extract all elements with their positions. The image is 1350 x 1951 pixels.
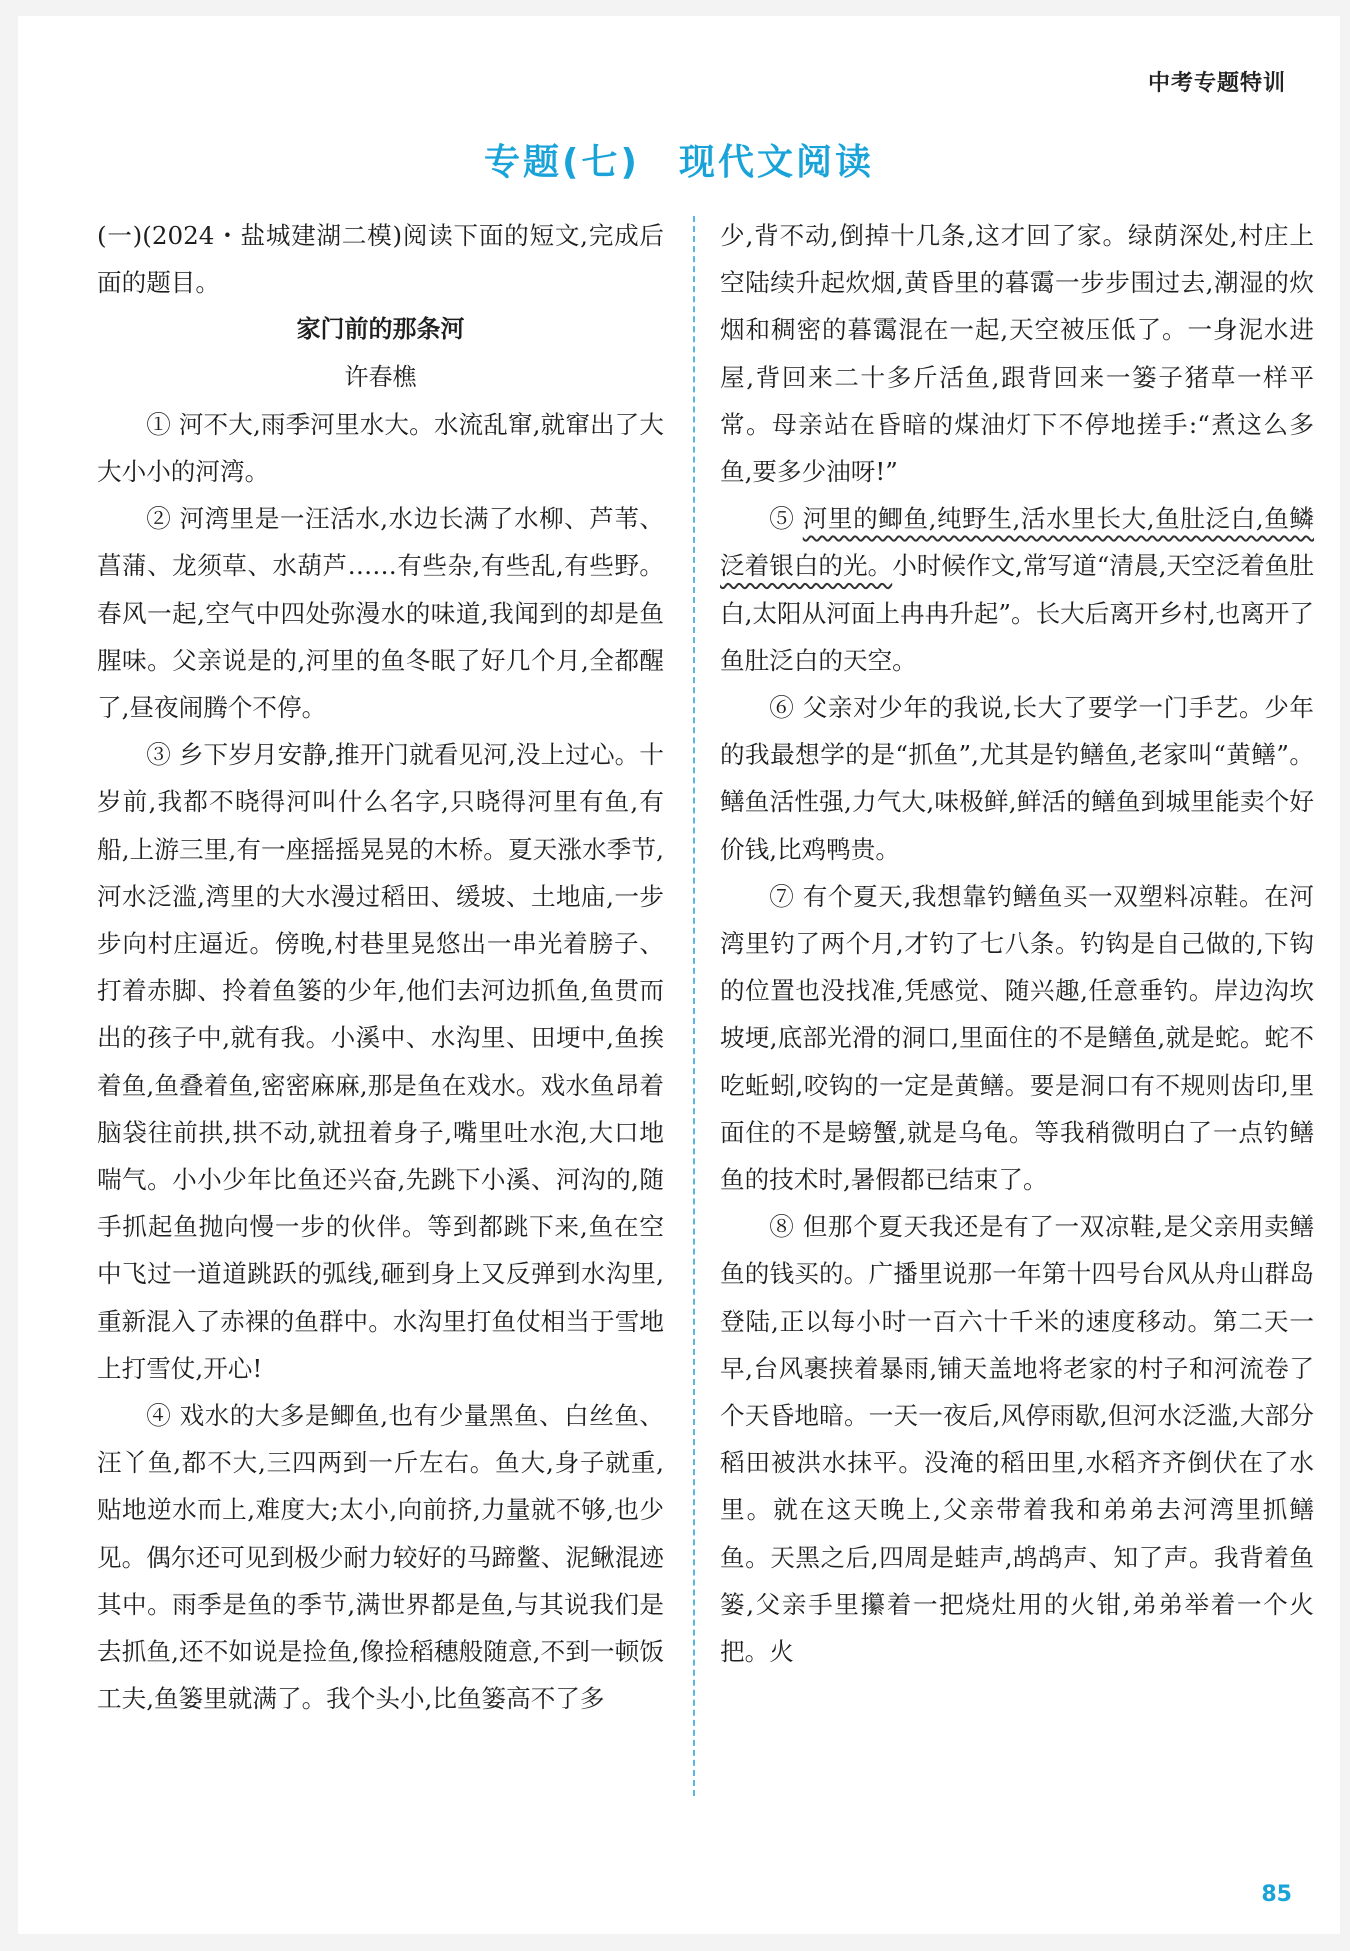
paragraph-5-rest: 小时候作文,常写道“清晨,天空泛着鱼肚白,太阳从河面上冉冉升起”。长大后离开乡村,也离开了鱼肚泛白的天空。 [720, 551, 1314, 675]
paragraph-4: ④ 戏水的大多是鲫鱼,也有少量黑鱼、白丝鱼、汪丫鱼,都不大,三四两到一斤左右。鱼大,身子就重,贴地逆水而上,难度大;太小,向前挤,力量就不够,也少见。偶尔还可见到极少耐力较好的马蹄鳖、泥鳅混迹其中。雨季是鱼的季节,满世界都是鱼,与其说我们是去抓鱼,还不如说是捡鱼,像捡稻穗般随意,不到一顿饭工夫,鱼篓里就满了。我个头小,比鱼篓高不了多 [97, 1401, 664, 1714]
question-intro: (一)(2024・盐城建湖二模)阅读下面的短文,完成后面的题目。 [97, 221, 664, 298]
paragraph-8: ⑧ 但那个夏天我还是有了一双凉鞋,是父亲用卖鳝鱼的钱买的。广播里说那一年第十四号台风从舟山群岛登陆,正以每小时一百六十千米的速度移动。第二天一早,台风裹挟着暴雨,铺天盖地将老家的村子和河流卷了个天昏地暗。一天一夜后,风停雨歇,但河水泛滥,大部分稻田被洪水抹平。没淹的稻田里,水稻齐齐倒伏在了水里。就在这天晚上,父亲带着我和弟弟去河湾里抓鳝鱼。天黑之后,四周是蛙声,鸪鸪声、知了声。我背着鱼篓,父亲手里攥着一把烧灶用的火钳,弟弟举着一个火把。火 [720, 1212, 1314, 1667]
paragraph-2: ② 河湾里是一汪活水,水边长满了水柳、芦苇、菖蒲、龙须草、水葫芦……有些杂,有些乱,有些野。春风一起,空气中四处弥漫水的味道,我闻到的却是鱼腥味。父亲说是的,河里的鱼冬眠了好几个月,全都醒了,昼夜闹腾个不停。 [97, 504, 664, 723]
page-number: 85 [1261, 1882, 1292, 1907]
left-column [97, 212, 664, 1723]
paragraph-1: ① 河不大,雨季河里水大。水流乱窜,就窜出了大大小小的河湾。 [97, 409, 664, 487]
section-label: 中考专题特训 [1147, 71, 1286, 96]
right-column [720, 212, 1314, 1675]
page-title: 专题(七) 现代文阅读 [484, 142, 874, 183]
paragraph-4-continued: 少,背不动,倒掉十几条,这才回了家。绿荫深处,村庄上空陆续升起炊烟,黄昏里的暮霭一步步围过去,潮湿的炊烟和稠密的暮霭混在一起,天空被压低了。一身泥水进屋,背回来二十多斤活鱼,跟背回来一篓子猪草一样平常。母亲站在昏暗的煤油灯下不停地搓手:“煮这么多鱼,要多少油呀!” [720, 221, 1314, 487]
paragraph-5-underlined-sentence: 河里的鲫鱼,纯野生,活水里长大,鱼肚泛白,鱼鳞泛着银白的光。 [720, 504, 1314, 581]
paragraph-7: ⑦ 有个夏天,我想靠钓鳝鱼买一双塑料凉鞋。在河湾里钓了两个月,才钓了七八条。钓钩是自己做的,下钩的位置也没找准,凭感觉、随兴趣,任意垂钓。岸边沟坎坡埂,底部光滑的洞口,里面住的不是鳝鱼,就是蛇。蛇不吃蚯蚓,咬钩的一定是黄鳝。要是洞口有不规则齿印,里面住的不是螃蟹,就是乌龟。等我稍微明白了一点钓鳝鱼的技术时,暑假都已结束了。 [720, 881, 1314, 1195]
article-title: 家门前的那条河 [296, 315, 465, 344]
article-author: 许春樵 [344, 362, 417, 391]
paragraph-3: ③ 乡下岁月安静,推开门就看见河,没上过心。十岁前,我都不晓得河叫什么名字,只晓得河里有鱼,有船,上游三里,有一座摇摇晃晃的木桥。夏天涨水季节,河水泛滥,湾里的大水漫过稻田、缓坡、土地庙,一步步向村庄逼近。傍晚,村巷里晃悠出一串光着膀子、打着赤脚、拎着鱼篓的少年,他们去河边抓鱼,鱼贯而出的孩子中,就有我。小溪中、水沟里、田埂中,鱼挨着鱼,鱼叠着鱼,密密麻麻,那是鱼在戏水。戏水鱼昂着脑袋往前拱,拱不动,就扭着身子,嘴里吐水泡,大口地喘气。小小少年比鱼还兴奋,先跳下小溪、河沟的,随手抓起鱼抛向慢一步的伙伴。等到都跳下来,鱼在空中飞过一道道跳跃的弧线,砸到身上又反弹到水沟里,重新混入了赤裸的鱼群中。水沟里打鱼仗相当于雪地上打雪仗,开心! [97, 740, 664, 1383]
paragraph-6: ⑥ 父亲对少年的我说,长大了要学一门手艺。少年的我最想学的是“抓鱼”,尤其是钓鳝鱼,老家叫“黄鳝”。鳝鱼活性强,力气大,味极鲜,鲜活的鳝鱼到城里能卖个好价钱,比鸡鸭贵。 [720, 693, 1314, 864]
paragraph-5-number: ⑤ [769, 504, 803, 534]
column-divider [693, 216, 695, 1796]
paragraph-5 [720, 495, 1314, 684]
textbook-page [18, 16, 1340, 1934]
